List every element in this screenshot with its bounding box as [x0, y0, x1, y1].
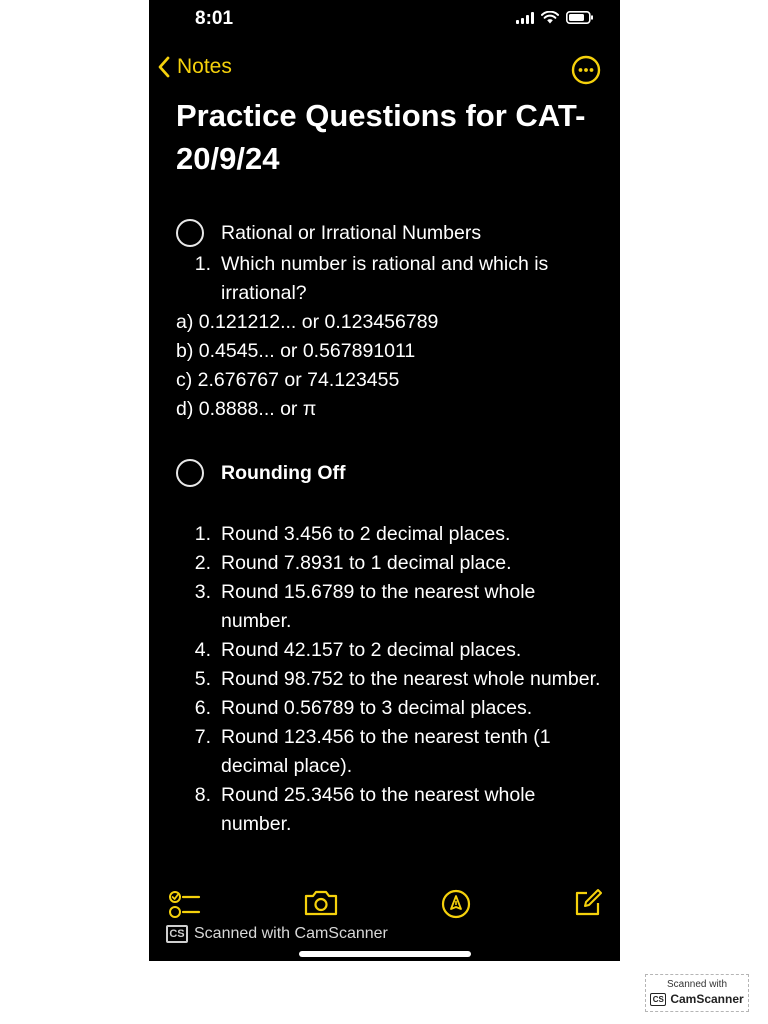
checklist-item-rounding — [176, 458, 606, 488]
watermark-brand-row — [646, 992, 748, 1006]
option-a: a) 0.121212... or 0.123456789 — [176, 311, 439, 333]
camera-icon — [303, 888, 339, 918]
camscanner-banner — [166, 925, 388, 943]
more-options-button[interactable] — [571, 55, 601, 85]
back-label: Notes — [177, 55, 232, 78]
list-text: Round 3.456 to 2 decimal places. — [221, 523, 511, 545]
back-to-notes-button[interactable] — [157, 55, 232, 79]
list-item — [176, 723, 606, 781]
compose-button[interactable] — [573, 888, 603, 923]
bottom-toolbar — [149, 888, 620, 928]
list-text: Round 123.456 to the nearest tenth (1 decimal place). — [221, 726, 551, 777]
list-number: 6. — [194, 697, 211, 719]
list-item — [176, 781, 606, 839]
camscanner-logo-icon: CS — [650, 993, 666, 1006]
compose-icon — [573, 888, 603, 918]
list-number: 7. — [194, 726, 211, 748]
list-item — [176, 665, 606, 694]
camscanner-text: Scanned with CamScanner — [194, 925, 388, 942]
watermark-caption: Scanned with — [666, 979, 728, 990]
list-text: Round 7.8931 to 1 decimal place. — [221, 552, 512, 574]
notes-app-screen — [149, 0, 620, 961]
camscanner-logo-icon: CS — [166, 925, 188, 943]
checklist-button[interactable] — [168, 888, 202, 925]
option-c: c) 2.676767 or 74.123455 — [176, 369, 400, 391]
checklist-item-rational — [176, 218, 606, 248]
list-text: Which number is rational and which is irrational? — [221, 253, 549, 304]
list-number: 3. — [194, 581, 211, 603]
list-number: 1. — [194, 523, 211, 545]
markup-pen-icon — [440, 888, 472, 920]
question-list — [176, 520, 606, 839]
status-icons — [516, 11, 594, 24]
battery-icon — [566, 11, 594, 24]
wifi-icon — [541, 11, 559, 24]
checklist-icon — [168, 888, 202, 920]
option-d: d) 0.8888... or π — [176, 398, 317, 420]
list-text: Round 98.752 to the nearest whole number. — [221, 668, 601, 690]
checkbox-circle-icon[interactable] — [176, 459, 204, 487]
list-item — [176, 520, 606, 549]
list-text: Round 15.6789 to the nearest whole number. — [221, 581, 536, 632]
section-heading: Rounding Off — [221, 462, 346, 484]
chevron-left-icon — [157, 56, 171, 78]
section-heading: Rational or Irrational Numbers — [221, 222, 482, 244]
status-time: 8:01 — [195, 8, 234, 29]
markup-button[interactable] — [440, 888, 472, 925]
list-item — [176, 636, 606, 665]
list-number: 8. — [194, 784, 211, 806]
option-b: b) 0.4545... or 0.567891011 — [176, 340, 416, 362]
watermark-brand: CamScanner — [670, 992, 744, 1006]
camscanner-watermark — [645, 974, 749, 1012]
camera-button[interactable] — [303, 888, 339, 923]
ellipsis-circle-icon — [571, 55, 601, 85]
list-item — [176, 578, 606, 636]
note-title[interactable]: Practice Questions for CAT-20/9/24 — [176, 98, 586, 176]
list-number: 1. — [194, 253, 211, 275]
list-number: 2. — [194, 552, 211, 574]
list-text: Round 0.56789 to 3 decimal places. — [221, 697, 533, 719]
note-body[interactable] — [176, 218, 606, 839]
checkbox-circle-icon[interactable] — [176, 219, 204, 247]
list-text: Round 25.3456 to the nearest whole number. — [221, 784, 536, 835]
home-indicator[interactable] — [299, 951, 471, 957]
list-item — [176, 694, 606, 723]
list-number: 5. — [194, 668, 211, 690]
question-list — [176, 250, 606, 308]
list-item — [176, 549, 606, 578]
list-item — [176, 250, 606, 308]
cellular-signal-icon — [516, 12, 534, 24]
list-number: 4. — [194, 639, 211, 661]
list-text: Round 42.157 to 2 decimal places. — [221, 639, 522, 661]
